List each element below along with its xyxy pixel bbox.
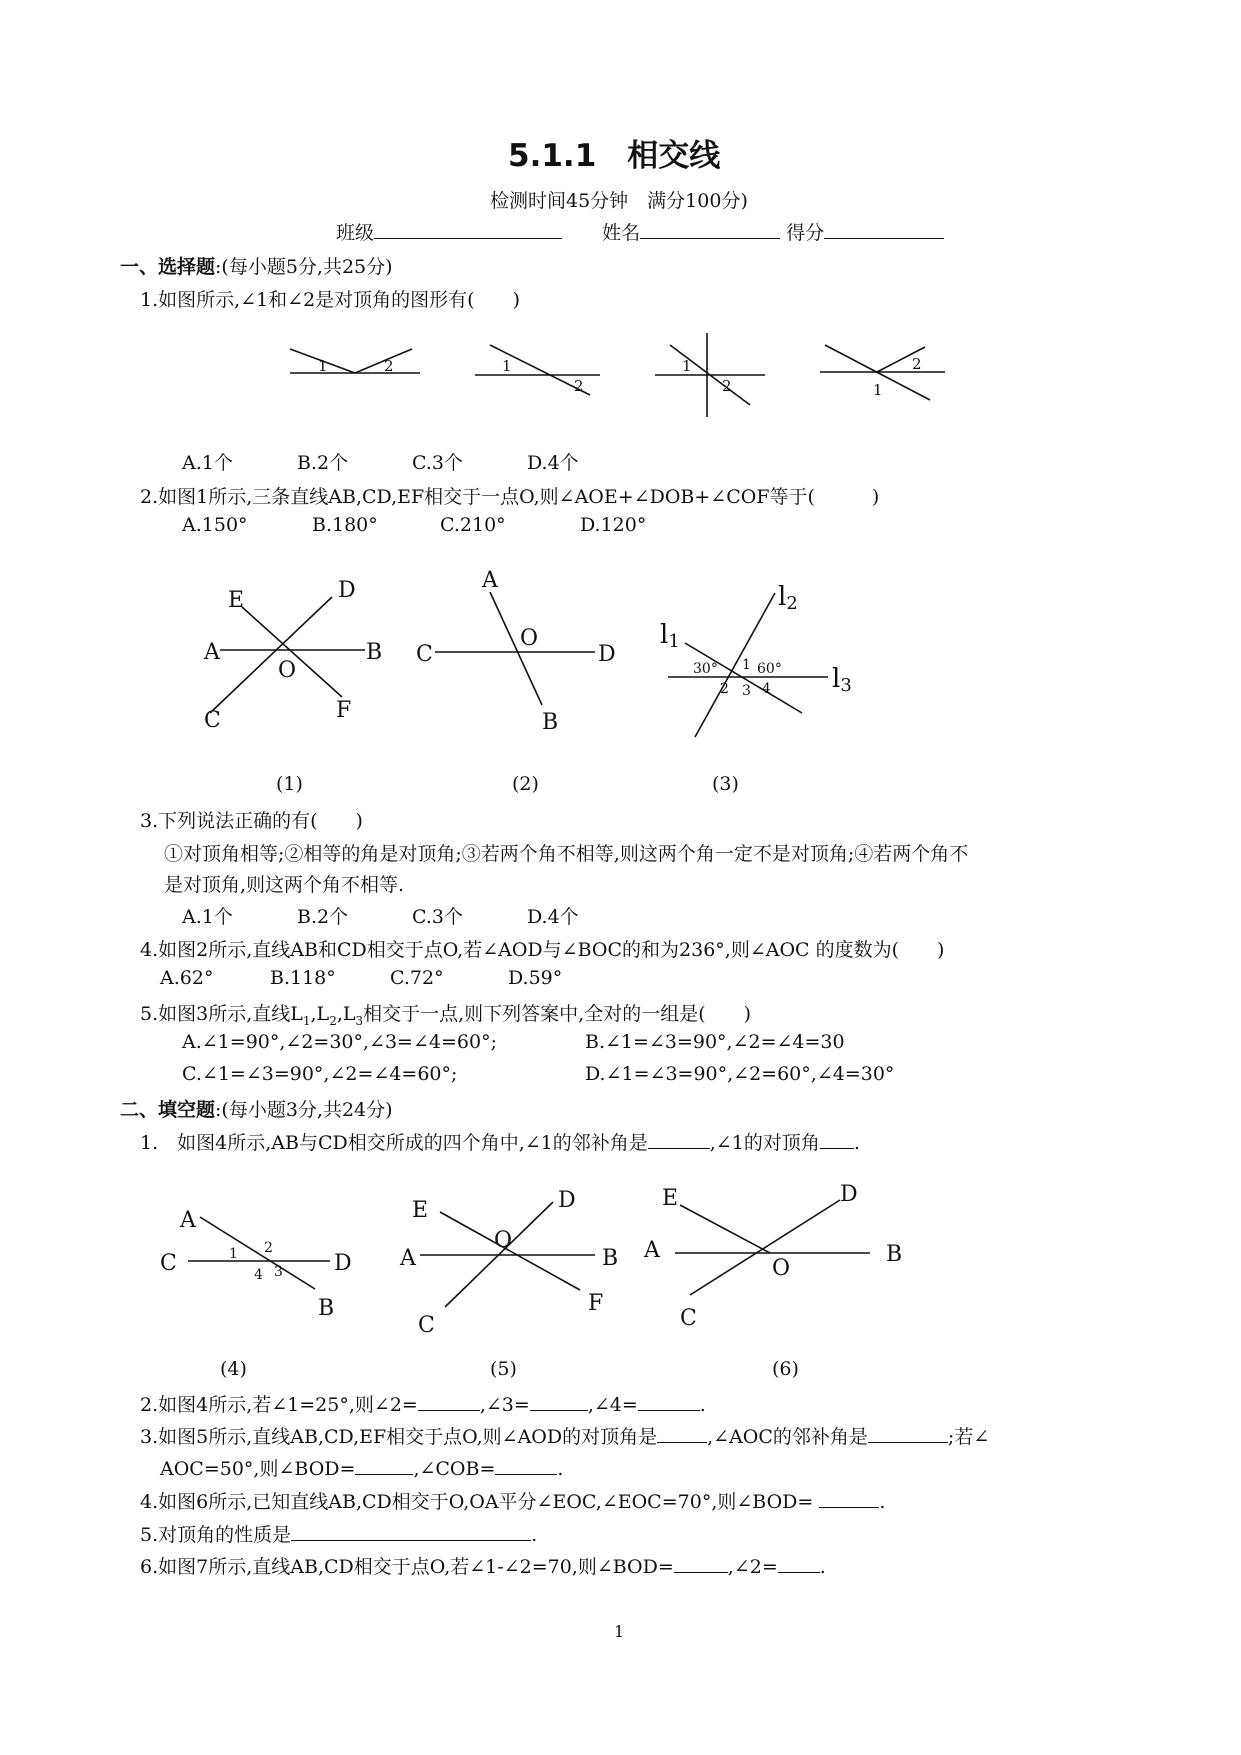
q2-options	[182, 514, 646, 536]
fig3-angle-60: 60°	[757, 661, 782, 677]
fig5-label-B: B	[602, 1246, 619, 1271]
q1-figures	[270, 325, 970, 425]
s2-q6-blank1[interactable]	[674, 1552, 728, 1573]
fig1-label-F: F	[336, 698, 352, 723]
q2-option-b[interactable]: B.180°	[312, 514, 378, 536]
figure-2	[416, 568, 616, 795]
class-label: 班级	[336, 222, 375, 244]
q1-fig-c-angle1: 1	[682, 357, 692, 375]
s2-q3-line2: AOC=50°,则∠BOD= ,∠COB= .	[160, 1454, 563, 1481]
fig3-angle-4: 4	[762, 681, 771, 697]
fig4-angle-4: 4	[254, 1267, 263, 1283]
s2-q1-blank1[interactable]	[648, 1128, 710, 1149]
s2-q3-blank2[interactable]	[868, 1422, 948, 1443]
fig5-label-E: E	[412, 1198, 429, 1223]
q1-fig-c	[655, 333, 765, 417]
q4-text: 4.如图2所示,直线AB和CD相交于点O,若∠AOD与∠BOC的和为236°,则∠AOC 的度数为( )	[140, 939, 945, 961]
fig1-label-E: E	[228, 588, 245, 613]
figure-4	[160, 1208, 352, 1380]
s2-q4: 4.如图6所示,已知直线AB,CD相交于O,OA平分∠EOC,∠EOC=70°,则∠BOD= .	[140, 1487, 885, 1514]
fig5-label-F: F	[588, 1291, 604, 1316]
name-blank[interactable]	[640, 218, 780, 239]
score-label: 得分	[786, 222, 825, 244]
fig4-angle-2: 2	[264, 1240, 273, 1256]
fig3-angle-2: 2	[720, 681, 729, 697]
fig2-label-C: C	[416, 642, 433, 667]
s2-q2-blank2[interactable]	[530, 1390, 588, 1411]
fig4-angle-3: 3	[274, 1264, 283, 1280]
figure-6	[643, 1182, 902, 1380]
fig6-label-C: C	[680, 1306, 697, 1331]
s2-q5-blank1[interactable]	[291, 1520, 531, 1541]
q4-options	[160, 967, 562, 989]
fig2-label-B: B	[542, 710, 559, 735]
q3-option-a[interactable]: A.1个	[182, 906, 233, 928]
fig2-label-D: D	[598, 642, 616, 667]
fig6-label-A: A	[644, 1238, 660, 1263]
fig5-label-A: A	[400, 1246, 416, 1271]
fig1-caption: (1)	[276, 773, 303, 795]
fig4-angle-1: 1	[229, 1246, 238, 1262]
fig3-label-l3: l3	[832, 664, 852, 696]
fig5-label-D: D	[558, 1188, 576, 1213]
s2-q2: 2.如图4所示,若∠1=25°,则∠2= ,∠3= ,∠4= .	[140, 1390, 706, 1417]
fig5-caption: (5)	[490, 1358, 517, 1380]
fig6-label-D: D	[840, 1182, 858, 1207]
q3-body2: 是对顶角,则这两个角不相等.	[164, 874, 405, 896]
s2-q6-blank2[interactable]	[778, 1552, 820, 1573]
q5-text: 5.如图3所示,直线$L_1,L_2,L_3$相交于一点,则下列答案中,全对的一组是( )	[140, 1003, 752, 1028]
q1-fig-d-angle2: 2	[912, 355, 922, 373]
q4-option-a[interactable]: A.62°	[160, 967, 214, 989]
q2-text: 2.如图1所示,三条直线AB,CD,EF相交于一点O,则∠AOE+∠DOB+∠COF等于( )	[140, 486, 880, 508]
fig6-caption: (6)	[772, 1358, 799, 1380]
fig6-label-O: O	[772, 1256, 791, 1281]
s2-q3-blank3[interactable]	[355, 1454, 413, 1475]
section1-heading: 一、选择题:(每小题5分,共25分)	[120, 256, 393, 278]
s2-q5: 5.对顶角的性质是 .	[140, 1520, 537, 1547]
name-label: 姓名	[602, 222, 641, 244]
q3-option-d[interactable]: D.4个	[527, 906, 579, 928]
q3-body1: ①对顶角相等;②相等的角是对顶角;③若两个角不相等,则这两个角一定不是对顶角;④若两个角不	[164, 843, 969, 865]
score-blank[interactable]	[824, 218, 944, 239]
fig4-label-A: A	[180, 1208, 196, 1233]
fig3-label-l2: l2	[778, 582, 798, 614]
section2-heading: 二、填空题:(每小题3分,共24分)	[120, 1099, 393, 1121]
figure-1	[203, 578, 382, 795]
fig1-label-A: A	[204, 640, 220, 665]
figure-3	[660, 582, 852, 795]
fig6-label-B: B	[886, 1242, 903, 1267]
q1-text: 1.如图所示,∠1和∠2是对顶角的图形有( )	[140, 289, 521, 311]
fig6-label-E: E	[662, 1186, 679, 1211]
s2-q4-blank1[interactable]	[819, 1487, 879, 1508]
q2-option-d[interactable]: D.120°	[580, 514, 647, 536]
fig3-label-l1: l1	[660, 620, 680, 652]
subtitle: 检测时间45分钟 满分100分)	[490, 190, 748, 212]
q1-fig-c-angle2: 2	[722, 377, 732, 395]
figure-row-2	[150, 1175, 920, 1385]
s2-q3-blank4[interactable]	[495, 1454, 557, 1475]
q4-option-c[interactable]: C.72°	[390, 967, 444, 989]
q1-fig-b	[475, 345, 600, 395]
q2-option-a[interactable]: A.150°	[182, 514, 248, 536]
fig1-label-C: C	[204, 708, 221, 733]
q1-fig-d	[820, 345, 945, 400]
fig5-label-O: O	[494, 1228, 513, 1253]
q3-options	[182, 902, 579, 929]
fig4-label-D: D	[334, 1251, 352, 1276]
s2-q6: 6.如图7所示,直线AB,CD相交于点O,若∠1-∠2=70,则∠BOD= ,∠2= .	[140, 1552, 826, 1579]
q1-fig-b-angle2: 2	[574, 377, 584, 395]
s2-q1: 1. 如图4所示,AB与CD相交所成的四个角中,∠1的邻补角是 ,∠1的对顶角 .	[140, 1128, 860, 1155]
q4-option-d[interactable]: D.59°	[508, 967, 563, 989]
fig3-angle-3: 3	[742, 683, 751, 699]
q1-fig-b-angle1: 1	[502, 357, 512, 375]
s2-q2-blank3[interactable]	[638, 1390, 700, 1411]
fig3-angle-1: 1	[742, 657, 751, 673]
fig1-label-D: D	[338, 578, 356, 603]
q3-option-b[interactable]: B.2个	[297, 906, 349, 928]
fig2-label-O: O	[520, 626, 539, 651]
q1-options	[182, 448, 579, 475]
info-line	[336, 218, 944, 245]
fig4-label-C: C	[160, 1251, 177, 1276]
figure-5	[399, 1188, 618, 1380]
s2-q1-blank2[interactable]	[820, 1128, 854, 1149]
page-title: 5.1.1 相交线	[508, 138, 721, 174]
q2-option-c[interactable]: C.210°	[440, 514, 506, 536]
q5-option-d[interactable]: D.∠1=∠3=90°,∠2=60°,∠4=30°	[585, 1063, 895, 1085]
q3-option-c[interactable]: C.3个	[412, 906, 463, 928]
fig4-caption: (4)	[220, 1358, 247, 1380]
q5-option-c[interactable]: C.∠1=∠3=90°,∠2=∠4=60°;	[182, 1063, 458, 1085]
q1-option-c[interactable]: C.3个	[412, 452, 463, 474]
fig2-label-A: A	[482, 568, 498, 593]
fig4-label-B: B	[318, 1296, 335, 1321]
s2-q3-blank1[interactable]	[657, 1422, 707, 1443]
q1-fig-a-angle2: 2	[384, 357, 394, 375]
q1-fig-a	[290, 349, 420, 375]
figure-row-1	[190, 565, 870, 800]
q5-option-a[interactable]: A.∠1=90°,∠2=30°,∠3=∠4=60°;	[182, 1031, 497, 1053]
fig5-label-C: C	[418, 1313, 435, 1338]
s2-q3-line1: 3.如图5所示,直线AB,CD,EF相交于点O,则∠AOD的对顶角是 ,∠AOC的邻补角是 ;若∠	[140, 1422, 989, 1449]
q1-option-d[interactable]: D.4个	[527, 452, 579, 474]
fig1-label-B: B	[366, 640, 383, 665]
fig1-label-O: O	[278, 658, 297, 683]
q3-text: 3.下列说法正确的有( )	[140, 810, 363, 832]
q5-option-b[interactable]: B.∠1=∠3=90°,∠2=∠4=30	[585, 1031, 845, 1053]
q1-option-b[interactable]: B.2个	[297, 452, 349, 474]
fig3-angle-30: 30°	[693, 661, 718, 677]
fig2-caption: (2)	[512, 773, 539, 795]
q4-option-b[interactable]: B.118°	[270, 967, 336, 989]
q1-option-a[interactable]: A.1个	[182, 452, 233, 474]
page-number: 1	[614, 1622, 625, 1641]
q1-fig-d-angle1: 1	[873, 381, 883, 399]
class-blank[interactable]	[374, 218, 562, 239]
fig3-caption: (3)	[712, 773, 739, 795]
s2-q2-blank1[interactable]	[418, 1390, 480, 1411]
q1-fig-a-angle1: 1	[318, 357, 328, 375]
